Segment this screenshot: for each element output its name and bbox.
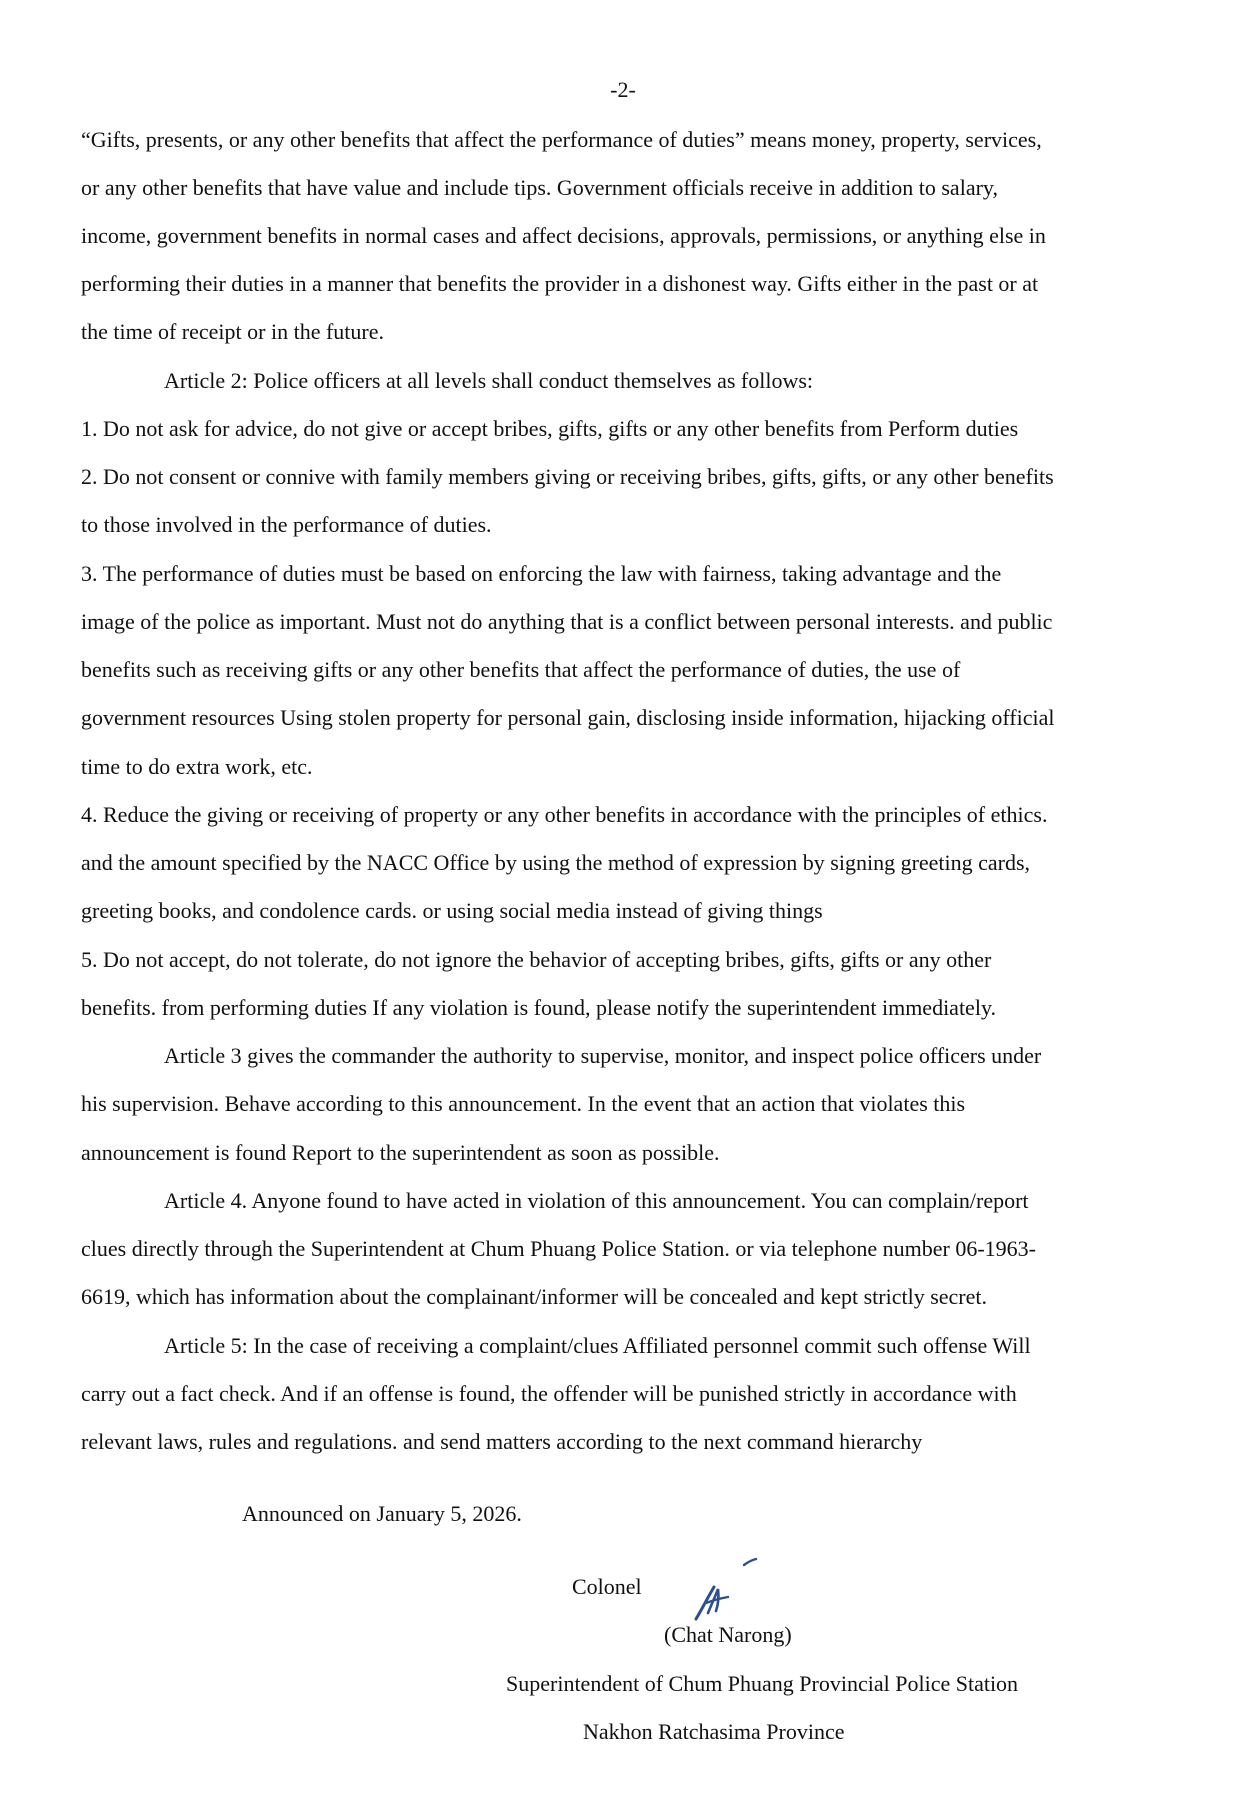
article-2-line: government resources Using stolen property for personal gain, disclosing inside information, hijacking official (81, 705, 1055, 730)
signatory-title: Superintendent of Chum Phuang Provincial Police Station (506, 1671, 1019, 1696)
signatory-rank: Colonel (572, 1574, 642, 1599)
signatory-name: (Chat Narong) (664, 1622, 792, 1647)
definition-line: income, government benefits in normal cases and affect decisions, approvals, permissions, or anything else in (81, 223, 1046, 248)
article-2-line: 1. Do not ask for advice, do not give or accept bribes, gifts, gifts or any other benefits from Perform duties (81, 416, 1019, 441)
article-2-line: 4. Reduce the giving or receiving of property or any other benefits in accordance with the principles of ethics. (81, 802, 1048, 827)
article-3-line: announcement is found Report to the superintendent as soon as possible. (81, 1140, 720, 1165)
article-4-line: 6619, which has information about the complainant/informer will be concealed and kept strictly secret. (81, 1284, 987, 1309)
article-3-line: his supervision. Behave according to this announcement. In the event that an action that violates this (81, 1091, 966, 1116)
article-2-line: 5. Do not accept, do not tolerate, do not ignore the behavior of accepting bribes, gifts, gifts or any other (81, 947, 992, 972)
article-2-line: time to do extra work, etc. (81, 754, 313, 779)
article-2-line: 2. Do not consent or connive with family members giving or receiving bribes, gifts, gifts, or any other benefits (81, 464, 1054, 489)
article-4-line: clues directly through the Superintendent at Chum Phuang Police Station. or via telephone number 06-1963- (81, 1236, 1036, 1261)
article-5-line: carry out a fact check. And if an offense is found, the offender will be punished strictly in accordance with (81, 1381, 1017, 1406)
article-2-line: and the amount specified by the NACC Office by using the method of expression by signing greeting cards, (81, 850, 1031, 875)
page-number: -2- (610, 77, 636, 102)
article-2-line: benefits. from performing duties If any violation is found, please notify the superintendent immediately. (81, 995, 997, 1020)
definition-line: “Gifts, presents, or any other benefits that affect the performance of duties” means money, property, services, (81, 127, 1042, 152)
article-3-line: Article 3 gives the commander the authority to supervise, monitor, and inspect police officers under (164, 1043, 1042, 1068)
article-2-line: greeting books, and condolence cards. or using social media instead of giving things (81, 898, 823, 923)
article-2-heading: Article 2: Police officers at all levels shall conduct themselves as follows: (164, 368, 814, 393)
article-2-line: to those involved in the performance of duties. (81, 512, 492, 537)
article-2-line: image of the police as important. Must not do anything that is a conflict between personal interests. and public (81, 609, 1053, 634)
definition-line: or any other benefits that have value and include tips. Government officials receive in addition to salary, (81, 175, 998, 200)
definition-line: the time of receipt or in the future. (81, 319, 384, 344)
definition-line: performing their duties in a manner that benefits the provider in a dishonest way. Gifts either in the past or at (81, 271, 1039, 296)
article-4-line: Article 4. Anyone found to have acted in violation of this announcement. You can complain/report (164, 1188, 1029, 1213)
announcement-date: Announced on January 5, 2026. (242, 1501, 522, 1526)
article-5-line: Article 5: In the case of receiving a complaint/clues Affiliated personnel commit such offense Will (164, 1333, 1031, 1358)
article-2-line: 3. The performance of duties must be based on enforcing the law with fairness, taking advantage and the (81, 561, 1002, 586)
article-2-line: benefits such as receiving gifts or any other benefits that affect the performance of duties, the use of (81, 657, 961, 682)
article-5-line: relevant laws, rules and regulations. and send matters according to the next command hierarchy (81, 1429, 923, 1454)
signatory-province: Nakhon Ratchasima Province (583, 1719, 845, 1744)
